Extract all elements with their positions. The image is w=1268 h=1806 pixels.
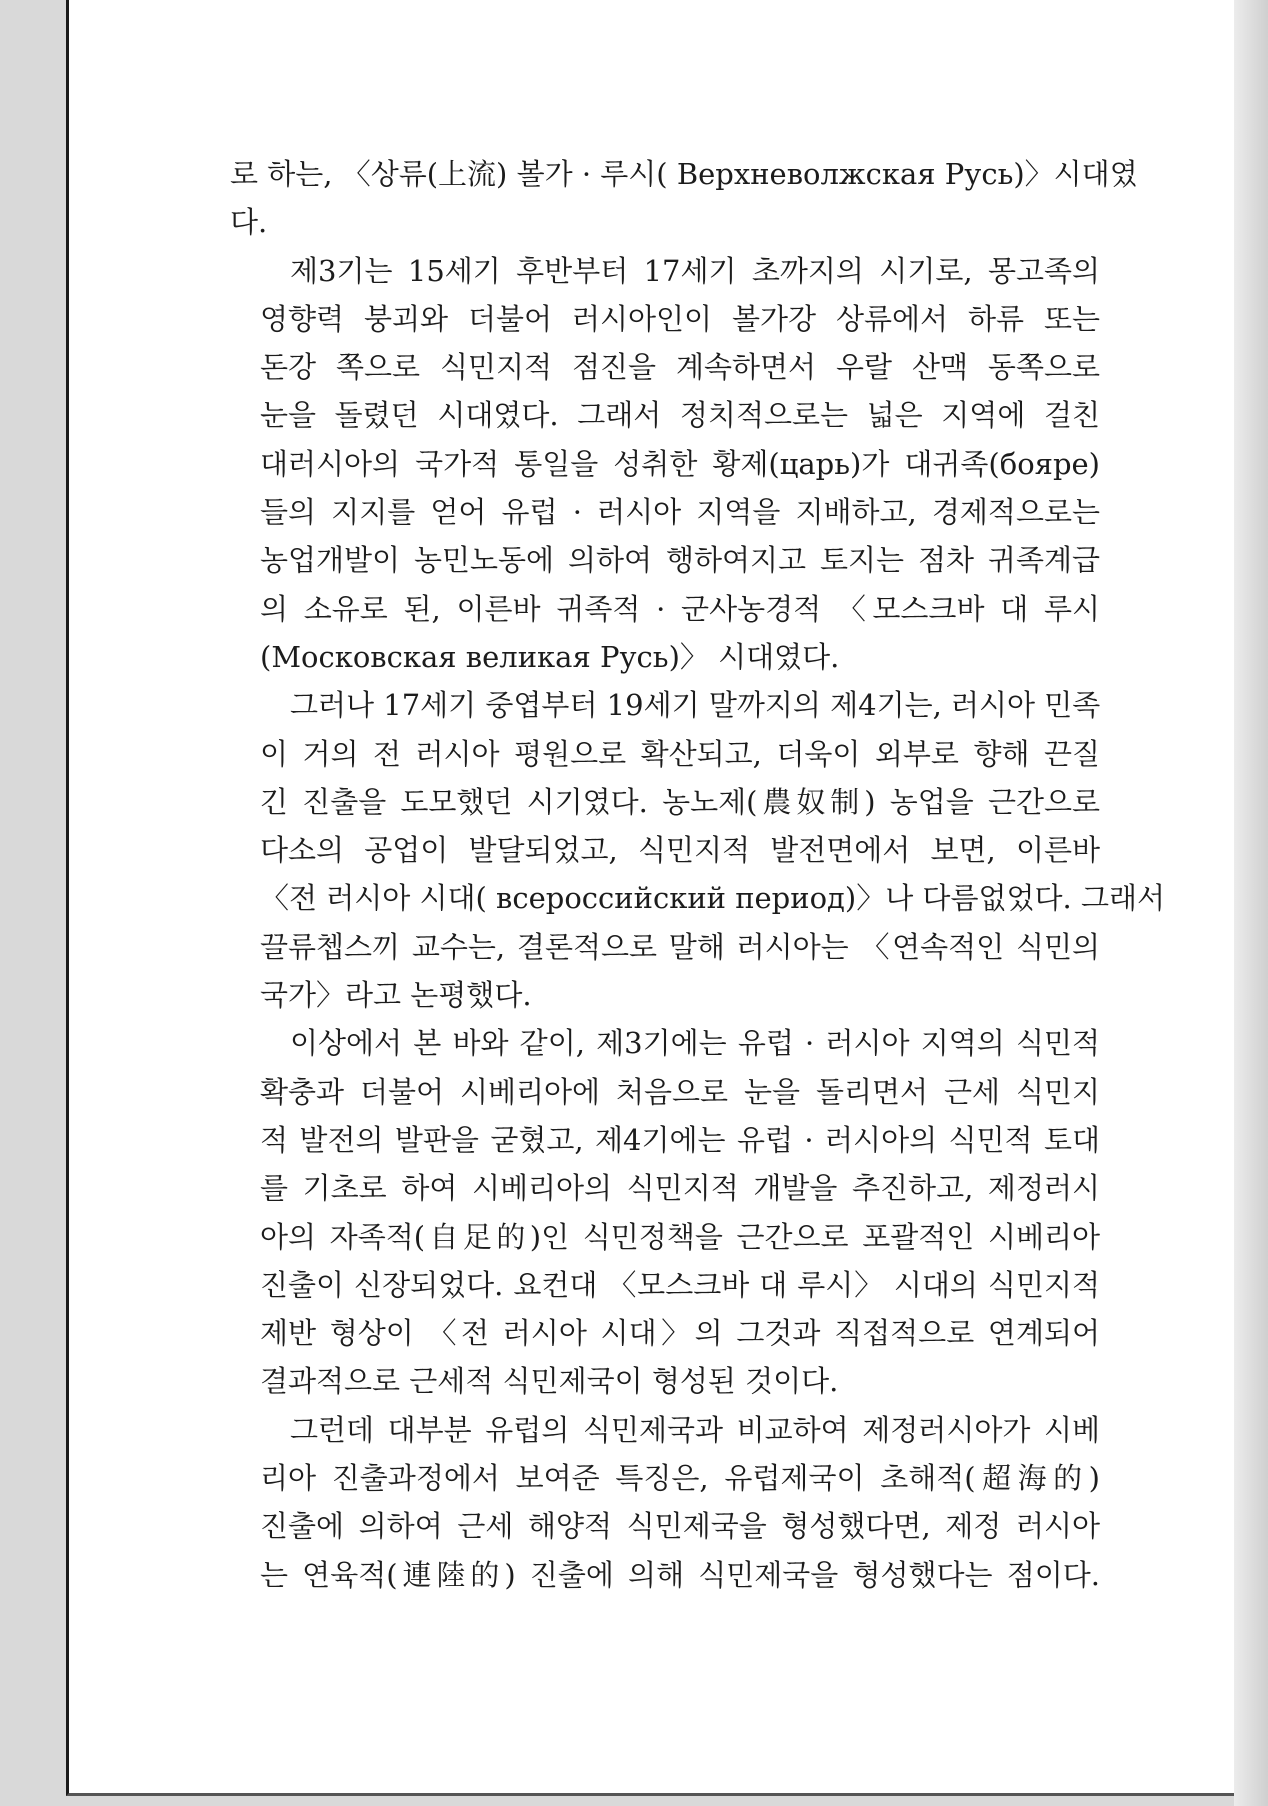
text-line: 는 연육적(連陸的) 진출에 의해 식민제국을 형성했다는 점이다.	[260, 1557, 1100, 1592]
text-line: 확충과 더불어 시베리아에 처음으로 눈을 돌리면서 근세 식민지	[260, 1074, 1100, 1109]
text-line: 들의 지지를 얻어 유럽 · 러시아 지역을 지배하고, 경제적으로는	[260, 495, 1100, 530]
text-line: 이 거의 전 러시아 평원으로 확산되고, 더욱이 외부로 향해 끈질	[260, 736, 1100, 771]
paragraph-3	[230, 681, 1165, 1019]
paragraph-1	[230, 150, 1138, 247]
text-line: 끌류쳅스끼 교수는, 결론적으로 말해 러시아는 〈연속적인 식민의	[260, 929, 1100, 964]
text-line: 다.	[230, 205, 268, 240]
text-line: 대러시아의 국가적 통일을 성취한 황제(царь)가 대귀족(бояре)	[260, 446, 1100, 481]
text-line: 그런데 대부분 유럽의 식민제국과 비교하여 제정러시아가 시베	[290, 1412, 1100, 1447]
text-line: 돈강 쪽으로 식민지적 점진을 계속하면서 우랄 산맥 동쪽으로	[260, 350, 1100, 385]
text-line: 〈전 러시아 시대( всероссийский период)〉나 다름없었다. 그래서	[260, 881, 1165, 916]
text-line: 적 발전의 발판을 굳혔고, 제4기에는 유럽 · 러시아의 식민적 토대	[260, 1122, 1100, 1157]
text-line: 진출이 신장되었다. 요컨대 〈모스크바 대 루시〉 시대의 식민지적	[260, 1267, 1100, 1302]
text-line: 국가〉라고 논평했다.	[260, 978, 532, 1013]
text-line: 의 소유로 된, 이른바 귀족적 · 군사농경적 〈모스크바 대 루시	[260, 591, 1100, 626]
text-line: 아의 자족적(自足的)인 식민정책을 근간으로 포괄적인 시베리아	[260, 1219, 1100, 1254]
text-line: 를 기초로 하여 시베리아의 식민지적 개발을 추진하고, 제정러시	[260, 1171, 1100, 1206]
paragraph-4	[230, 1019, 1100, 1405]
text-line: 리아 진출과정에서 보여준 특징은, 유럽제국이 초해적(超海的)	[260, 1461, 1100, 1496]
text-line: 그러나 17세기 중엽부터 19세기 말까지의 제4기는, 러시아 민족	[290, 688, 1101, 723]
text-line: 진출에 의하여 근세 해양적 식민제국을 형성했다면, 제정 러시아	[260, 1509, 1100, 1544]
adjacent-page-edge	[1234, 0, 1268, 1806]
text-line: 로 하는, 〈상류(上流) 볼가 · 루시( Верхневолжская Русь)〉시대였	[230, 157, 1138, 191]
text-line: 결과적으로 근세적 식민제국이 형성된 것이다.	[260, 1364, 839, 1399]
text-line: 긴 진출을 도모했던 시기였다. 농노제(農奴制) 농업을 근간으로	[260, 784, 1100, 819]
text-line: 제반 형상이 〈전 러시아 시대〉의 그것과 직접적으로 연계되어	[260, 1316, 1100, 1351]
text-line: 제3기는 15세기 후반부터 17세기 초까지의 시기로, 몽고족의	[290, 253, 1100, 288]
text-line: 눈을 돌렸던 시대였다. 그래서 정치적으로는 넓은 지역에 걸친	[260, 398, 1100, 433]
text-line: 영향력 붕괴와 더불어 러시아인이 볼가강 상류에서 하류 또는	[260, 301, 1100, 336]
text-line: (Московская великая Русь)〉 시대였다.	[260, 639, 840, 674]
text-line: 이상에서 본 바와 같이, 제3기에는 유럽 · 러시아 지역의 식민적	[290, 1026, 1100, 1061]
paragraph-5	[230, 1406, 1100, 1599]
page-body-text	[230, 150, 1165, 1599]
paragraph-2	[230, 247, 1100, 682]
text-line: 다소의 공업이 발달되었고, 식민지적 발전면에서 보면, 이른바	[260, 833, 1100, 868]
text-line: 농업개발이 농민노동에 의하여 행하여지고 토지는 점차 귀족계급	[260, 543, 1100, 578]
